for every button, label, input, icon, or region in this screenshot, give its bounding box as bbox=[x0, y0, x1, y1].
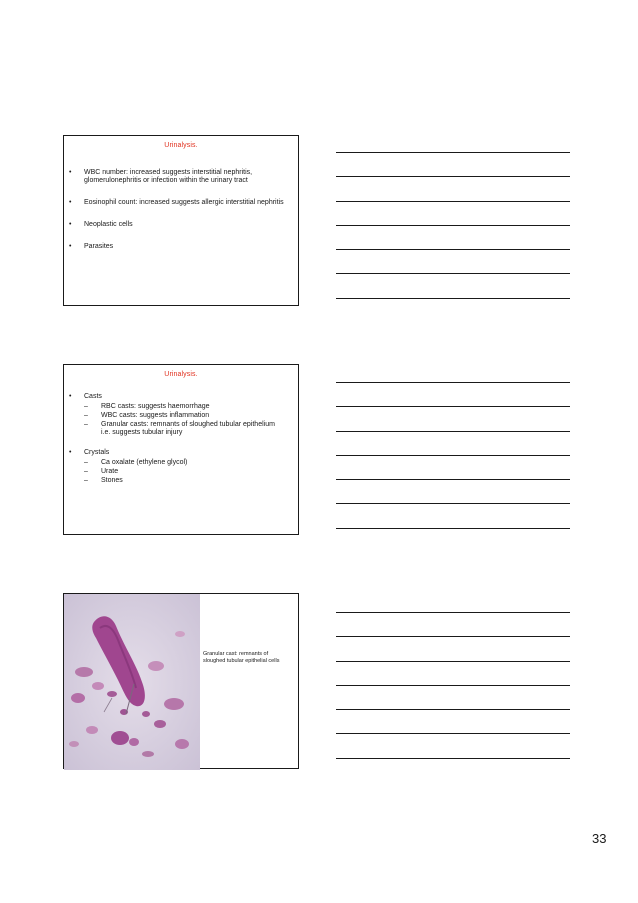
bullet-text: Parasites bbox=[84, 243, 114, 250]
slide-3 bbox=[63, 593, 299, 769]
bullet-icon: • bbox=[69, 221, 72, 228]
bullet-text: Eosinophil count: increased suggests allergic interstitial nephritis bbox=[84, 199, 284, 206]
sub-list bbox=[84, 459, 286, 485]
note-line bbox=[336, 176, 570, 200]
note-line bbox=[336, 661, 570, 685]
dash-icon: – bbox=[84, 412, 88, 419]
note-line bbox=[336, 479, 570, 503]
note-line bbox=[336, 758, 570, 782]
dash-icon: – bbox=[84, 468, 88, 475]
note-line bbox=[336, 382, 570, 406]
bullet-list bbox=[64, 169, 298, 251]
image-caption: Granular cast: remnants of sloughed tubular epithelial cells bbox=[203, 651, 280, 664]
sub-item-text: Ca oxalate (ethylene glycol) bbox=[101, 459, 188, 466]
note-line bbox=[336, 685, 570, 709]
dash-icon: – bbox=[84, 421, 88, 428]
note-line bbox=[336, 709, 570, 733]
sub-item-text: Urate bbox=[101, 468, 119, 475]
note-line bbox=[336, 406, 570, 430]
list-item bbox=[64, 243, 298, 251]
bullet-list bbox=[64, 393, 298, 485]
bullet-icon: • bbox=[69, 449, 72, 456]
sub-item-text: Stones bbox=[101, 477, 123, 484]
sub-list-item bbox=[84, 403, 286, 411]
note-line bbox=[336, 733, 570, 757]
notes-lines-2 bbox=[336, 382, 570, 552]
dash-icon: – bbox=[84, 459, 88, 466]
bullet-text: Crystals bbox=[84, 449, 110, 456]
note-line bbox=[336, 201, 570, 225]
note-line bbox=[336, 503, 570, 527]
list-item bbox=[64, 393, 298, 437]
note-line bbox=[336, 431, 570, 455]
sub-item-text: RBC casts: suggests haemorrhage bbox=[101, 403, 210, 410]
sub-list bbox=[84, 403, 286, 437]
page-number: 33 bbox=[592, 831, 607, 846]
notes-lines-3 bbox=[336, 612, 570, 782]
bullet-text: WBC number: increased suggests interstitial nephritis, glomerulonephritis or infection within the urinary tract bbox=[84, 169, 253, 184]
bullet-text: Neoplastic cells bbox=[84, 221, 133, 228]
list-item bbox=[64, 169, 298, 185]
list-item bbox=[64, 199, 298, 207]
note-line bbox=[336, 298, 570, 322]
note-line bbox=[336, 528, 570, 552]
slide-title: Urinalysis. bbox=[164, 142, 198, 149]
bullet-icon: • bbox=[69, 199, 72, 206]
sub-list-item bbox=[84, 477, 286, 485]
sub-list-item bbox=[84, 468, 286, 476]
dash-icon: – bbox=[84, 403, 88, 410]
note-line bbox=[336, 152, 570, 176]
slide-2 bbox=[63, 364, 299, 535]
bullet-icon: • bbox=[69, 243, 72, 250]
list-item bbox=[64, 221, 298, 229]
sub-list-item bbox=[84, 412, 286, 420]
micrograph-image bbox=[64, 594, 200, 770]
sub-list-item bbox=[84, 421, 286, 437]
note-line bbox=[336, 455, 570, 479]
slide-1 bbox=[63, 135, 299, 306]
sub-list-item bbox=[84, 459, 286, 467]
sub-item-text: Granular casts: remnants of sloughed tubular epithelium i.e. suggests tubular injury bbox=[101, 421, 275, 436]
note-line bbox=[336, 273, 570, 297]
note-line bbox=[336, 225, 570, 249]
note-line bbox=[336, 636, 570, 660]
note-line bbox=[336, 612, 570, 636]
notes-lines-1 bbox=[336, 152, 570, 322]
note-line bbox=[336, 249, 570, 273]
slide-title: Urinalysis. bbox=[164, 371, 198, 378]
bullet-icon: • bbox=[69, 169, 72, 176]
sub-item-text: WBC casts: suggests inflammation bbox=[101, 412, 210, 419]
bullet-icon: • bbox=[69, 393, 72, 400]
dash-icon: – bbox=[84, 477, 88, 484]
bullet-text: Casts bbox=[84, 393, 102, 400]
list-item bbox=[64, 449, 298, 485]
